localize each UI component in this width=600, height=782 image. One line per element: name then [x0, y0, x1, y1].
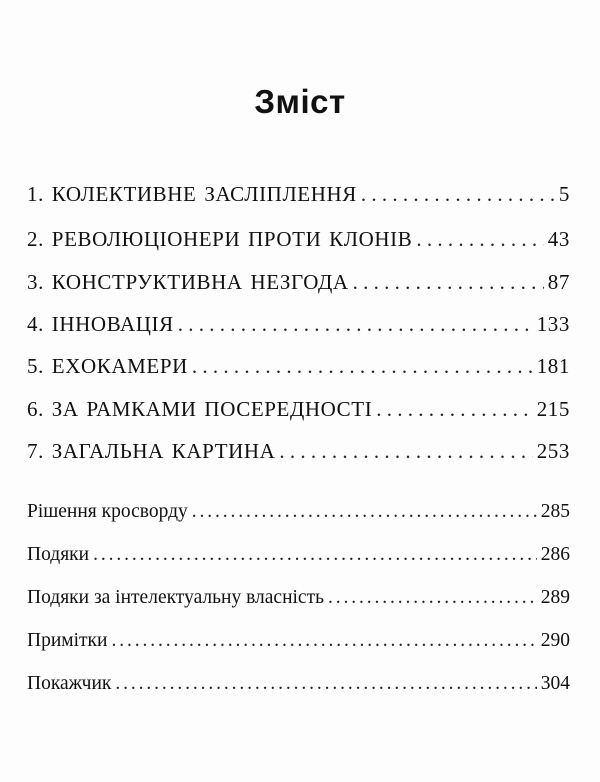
toc-leader-dots	[416, 225, 543, 253]
toc-entry-crossword-solution	[27, 498, 570, 526]
toc-entry-chapter-2	[27, 225, 570, 253]
toc-leader-dots	[111, 627, 536, 655]
toc-entry-page: 285	[540, 501, 570, 522]
toc-leader-dots	[192, 352, 533, 380]
toc-entry-page: 43	[547, 227, 570, 251]
toc-entry-page: 133	[536, 312, 570, 336]
toc-entry-page: 5	[558, 182, 570, 206]
toc-entry-acknowledgements	[27, 541, 570, 569]
toc-entry-page: 181	[536, 354, 570, 378]
toc-entry-label: 6. ЗА РАМКАМИ ПОСЕРЕДНОСТІ	[27, 397, 373, 421]
toc-leader-dots	[93, 541, 537, 569]
toc-entry-index	[27, 670, 570, 698]
toc-entry-label: 3. КОНСТРУКТИВНА НЕЗГОДА	[27, 270, 349, 294]
toc-entry-label: 7. ЗАГАЛЬНА КАРТИНА	[27, 439, 276, 463]
toc-leader-dots	[376, 395, 532, 423]
toc-entry-page: 289	[540, 587, 570, 608]
toc-entry-label: 4. ІННОВАЦІЯ	[27, 312, 174, 336]
toc-entry-ip-acknowledgements	[27, 584, 570, 612]
toc-entry-page: 290	[540, 630, 570, 651]
toc-entry-page: 286	[540, 544, 570, 565]
toc-entry-chapter-3	[27, 268, 570, 296]
toc-entry-chapter-4	[27, 310, 570, 338]
toc-entry-chapter-5	[27, 352, 570, 380]
toc-leader-dots	[353, 268, 544, 296]
toc-entry-label: Подяки за інтелектуальну власність	[27, 587, 324, 608]
toc-leader-dots	[328, 584, 537, 612]
toc-entry-page: 253	[536, 439, 570, 463]
toc-leader-dots	[279, 437, 532, 465]
toc-entry-chapter-7	[27, 437, 570, 465]
toc-entry-label: 2. РЕВОЛЮЦІОНЕРИ ПРОТИ КЛОНІВ	[27, 227, 413, 251]
toc-entry-label: 1. КОЛЕКТИВНЕ ЗАСЛІПЛЕННЯ	[27, 182, 357, 206]
toc-entry-chapter-6	[27, 395, 570, 423]
toc-entry-page: 87	[547, 270, 570, 294]
toc-entry-label: Подяки	[27, 544, 90, 565]
page-title: Зміст	[254, 83, 346, 120]
toc-leader-dots	[115, 670, 536, 698]
toc-entry-notes	[27, 627, 570, 655]
toc-entry-label: 5. EXOКАМЕРИ	[27, 354, 188, 378]
toc-entry-page: 215	[536, 397, 570, 421]
toc-leader-dots	[178, 310, 533, 338]
toc-entry-label: Покажчик	[27, 673, 112, 694]
toc-entry-chapter-1	[27, 180, 570, 208]
toc-entry-label: Рішення кросворду	[27, 501, 188, 522]
toc-entry-page: 304	[540, 673, 570, 694]
toc-entry-label: Примітки	[27, 630, 108, 651]
toc-leader-dots	[192, 498, 537, 526]
toc-leader-dots	[361, 180, 555, 208]
